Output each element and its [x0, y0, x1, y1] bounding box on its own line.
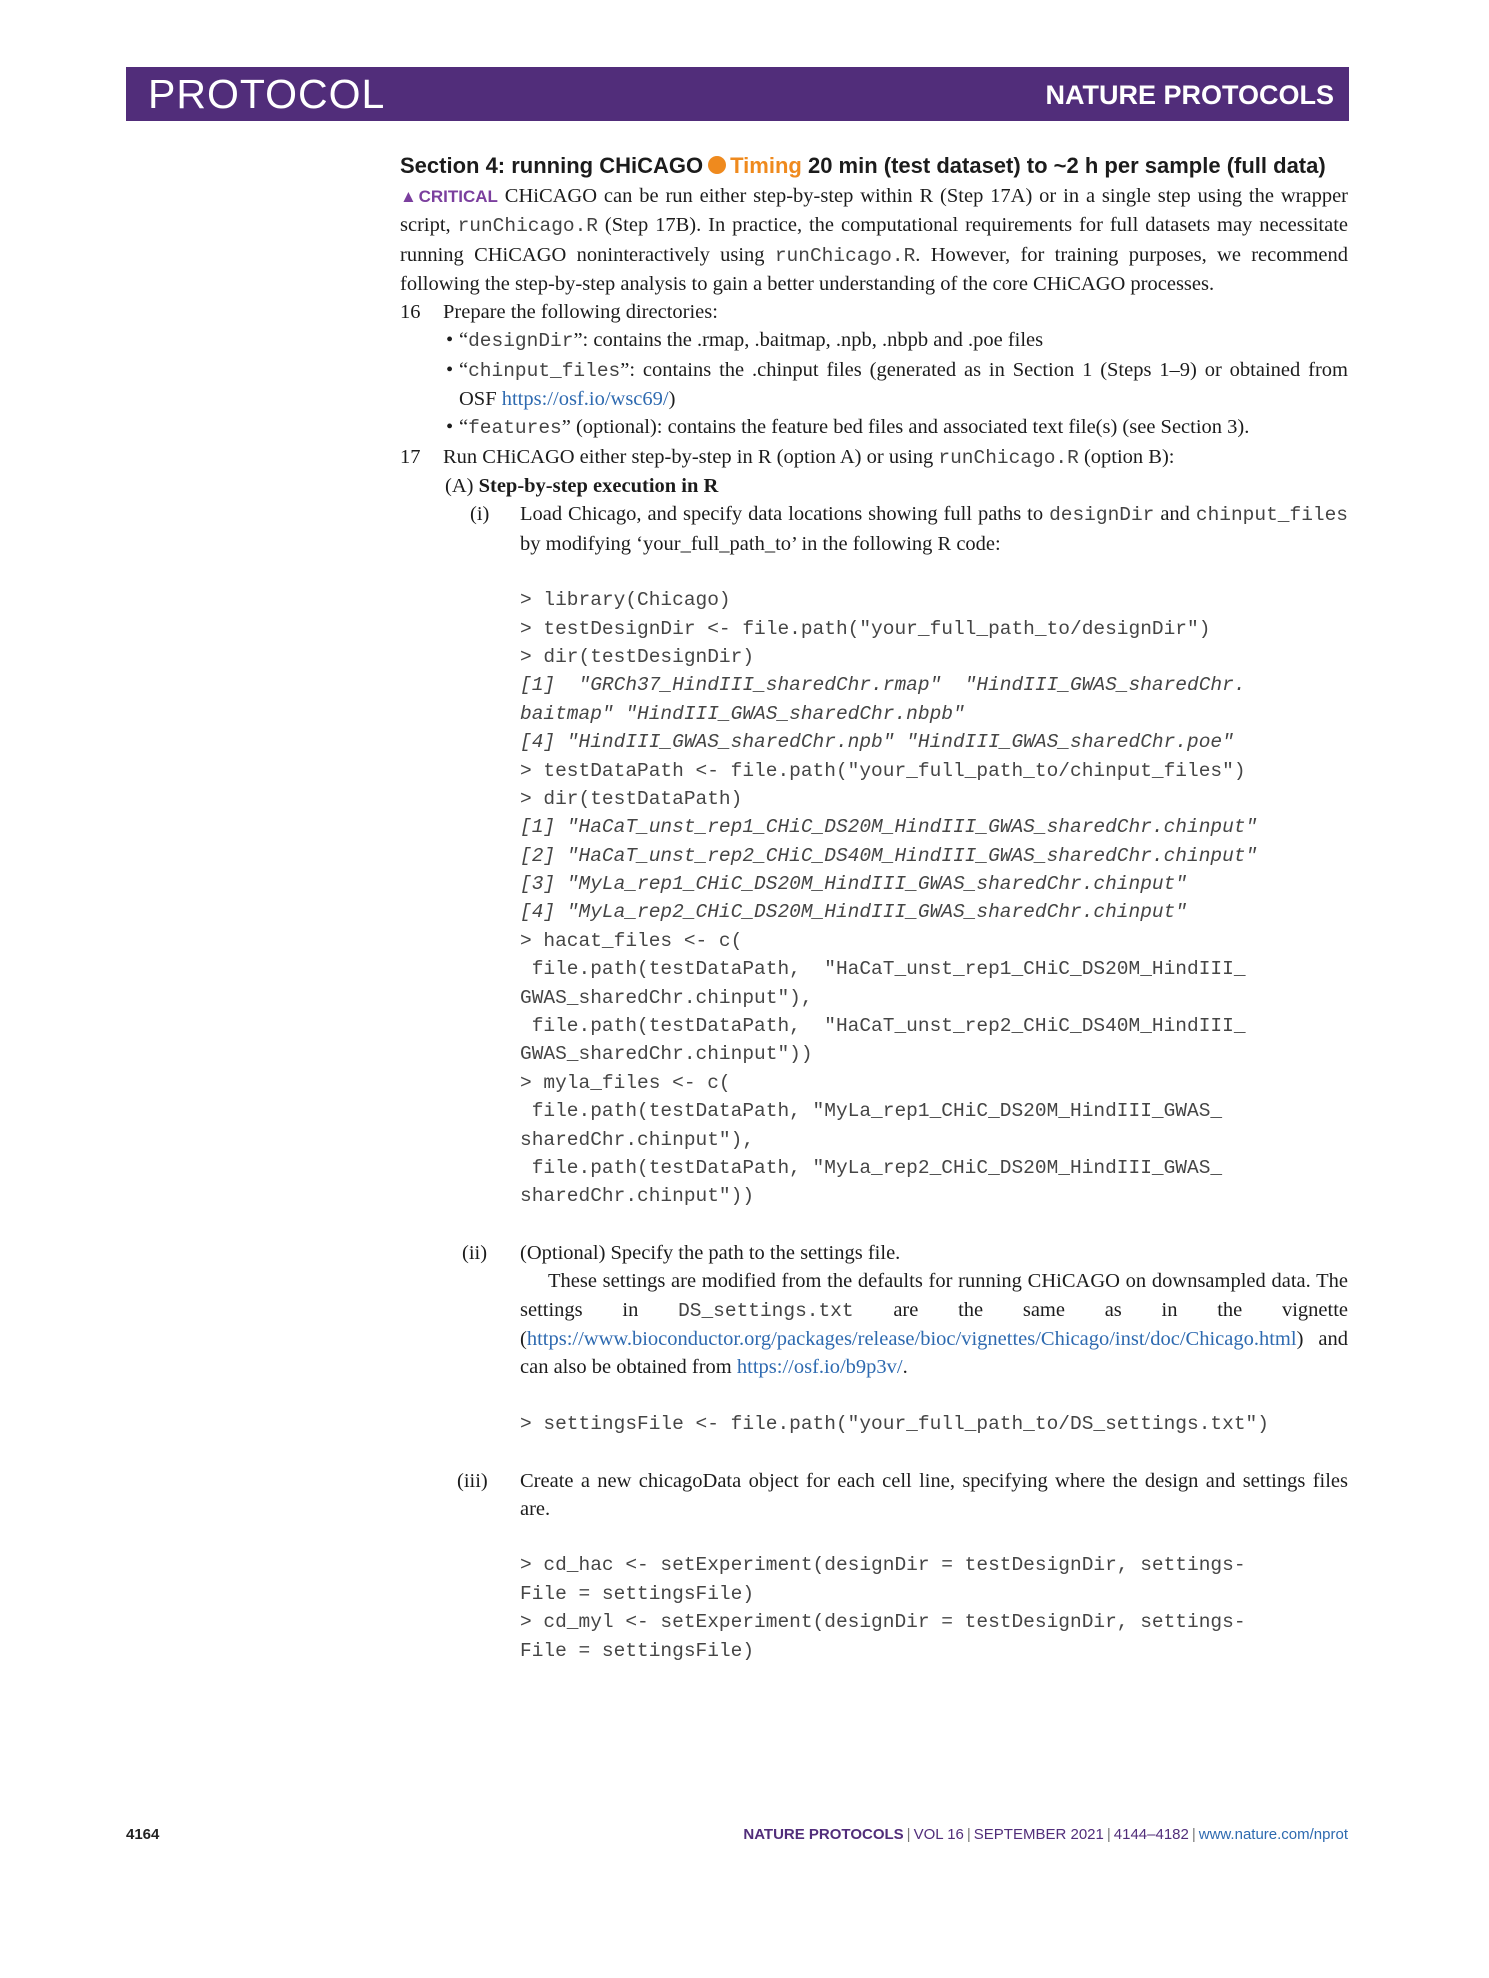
- bullet-text: : contains the .rmap, .baitmap, .npb, .nbpb and .poe files: [582, 329, 1044, 352]
- substep-ii-paragraph: [400, 1267, 1348, 1381]
- step-number: 16: [400, 301, 421, 324]
- bullet-text: : contains the .chinput files (generated as in Section 1 (Steps 1–9) or obtained from OSF: [459, 358, 1348, 411]
- bullet-code: features: [468, 417, 562, 440]
- code-line: file.path(testDataPath, "HaCaT_unst_rep2_CHiC_DS40M_HindIII_: [520, 1015, 1246, 1038]
- journal-header-bar: [126, 67, 1349, 121]
- option-a-title: Step-by-step execution in R: [478, 474, 719, 497]
- bioconductor-link[interactable]: https://www.bioconductor.org/packages/release/bioc/vignettes/Chicago/inst/doc/Chicago.html: [526, 1327, 1297, 1350]
- substep-i: [400, 500, 1348, 558]
- settings-description: [520, 1267, 1348, 1381]
- critical-text-3: . However, for training purposes, we recommend following the step-by-step analysis to gain a better understanding of the core CHiCAGO processes.: [400, 243, 1348, 295]
- code-block-load-chicago: [400, 586, 1348, 1211]
- substep-ii-text: (Optional) Specify the path to the settings file.: [520, 1242, 901, 1265]
- code-line: [4] "HindIII_GWAS_sharedChr.npb" "HindIII_GWAS_sharedChr.poe": [520, 731, 1234, 754]
- code-line: file.path(testDataPath, "MyLa_rep2_CHiC_DS20M_HindIII_GWAS_: [520, 1156, 1223, 1179]
- substep-i-label: (i): [470, 503, 490, 526]
- settings-text-3: ) and can also be obtained from: [520, 1327, 1348, 1379]
- code-line: > hacat_files <- c(: [520, 929, 743, 952]
- code-line: File = settingsFile): [520, 1639, 755, 1662]
- substep-ii: [400, 1239, 1348, 1267]
- quote-open: “: [459, 358, 469, 381]
- section-heading: [400, 150, 1348, 182]
- section-title: Section 4: running CHiCAGO: [400, 153, 704, 178]
- substep-iii-label: (iii): [457, 1469, 488, 1492]
- step-number: 17: [400, 445, 421, 468]
- step-17-text-1: Run CHiCAGO either step-by-step in R (option A) or using: [443, 445, 939, 468]
- footer-journal: NATURE PROTOCOLS: [743, 1826, 904, 1843]
- step-16: [400, 298, 1348, 326]
- critical-code-1: runChicago.R: [457, 215, 599, 238]
- quote-open: “: [459, 329, 469, 352]
- step-17: [400, 443, 1348, 472]
- settings-text-2: are the same as in the vignette (: [520, 1298, 1349, 1350]
- substep-iii: [400, 1467, 1348, 1524]
- code-line: GWAS_sharedChr.chinput")): [520, 1043, 813, 1066]
- bullet-mark: •: [446, 329, 454, 352]
- code-block-settings: [400, 1410, 1348, 1438]
- timing-label: Timing: [730, 153, 802, 178]
- footer-pages: 4144–4182: [1113, 1826, 1189, 1843]
- quote-close: ”: [573, 329, 583, 352]
- critical-triangle-icon: ▲: [400, 187, 419, 206]
- critical-label: CRITICAL: [418, 187, 498, 206]
- step-17-code: runChicago.R: [938, 446, 1079, 469]
- code-line: > cd_myl <- setExperiment(designDir = testDesignDir, settings-: [520, 1611, 1246, 1634]
- bullet-mark: •: [446, 416, 454, 439]
- code-line: sharedChr.chinput")): [520, 1185, 755, 1208]
- quote-close: ”: [620, 358, 630, 381]
- option-a: [400, 472, 1348, 500]
- code-line: [1] "GRCh37_HindIII_sharedChr.rmap" "HindIII_GWAS_sharedChr.: [520, 674, 1246, 697]
- bullet-mark: •: [446, 358, 454, 381]
- code-line: sharedChr.chinput"),: [520, 1128, 755, 1151]
- substep-i-code-2: chinput_files: [1195, 504, 1348, 527]
- substep-i-text-1: Load Chicago, and specify data locations showing full paths to: [520, 503, 1050, 526]
- substep-i-code-1: designDir: [1049, 504, 1155, 527]
- code-line: > settingsFile <- file.path("your_full_path_to/DS_settings.txt"): [520, 1412, 1269, 1435]
- step-17-text-2: (option B):: [1078, 445, 1175, 468]
- timing-text: 20 min (test dataset) to ~2 h per sample (full data): [807, 153, 1326, 178]
- settings-code: DS_settings.txt: [678, 1299, 854, 1322]
- step-17-text: [400, 443, 1348, 472]
- code-line: > myla_files <- c(: [520, 1071, 731, 1094]
- code-line: > library(Chicago): [520, 589, 731, 612]
- step-16-text: Prepare the following directories:: [443, 301, 718, 324]
- bullet-chinput-files: [400, 356, 1348, 414]
- substep-i-text-3: by modifying ‘your_full_path_to’ in the following R code:: [520, 532, 1001, 555]
- quote-close: ”: [561, 416, 571, 439]
- critical-paragraph: [400, 182, 1348, 298]
- code-line: [1] "HaCaT_unst_rep1_CHiC_DS20M_HindIII_GWAS_sharedChr.chinput": [520, 816, 1258, 839]
- substep-ii-label: (ii): [462, 1242, 488, 1265]
- option-a-label: (A): [445, 474, 474, 497]
- code-line: > testDesignDir <- file.path("your_full_path_to/designDir"): [520, 617, 1211, 640]
- quote-open: “: [459, 416, 469, 439]
- critical-code-2: runChicago.R: [774, 244, 916, 267]
- code-block-set-experiment: [400, 1551, 1348, 1665]
- osf-link[interactable]: https://osf.io/wsc69/: [501, 388, 669, 411]
- code-line: file.path(testDataPath, "MyLa_rep1_CHiC_DS20M_HindIII_GWAS_: [520, 1100, 1223, 1123]
- page-number: 4164: [126, 1826, 160, 1843]
- bullet-designdir: [400, 326, 1348, 355]
- page-content: [400, 150, 1348, 1665]
- code-line: [3] "MyLa_rep1_CHiC_DS20M_HindIII_GWAS_sharedChr.chinput": [520, 873, 1188, 896]
- code-line: GWAS_sharedChr.chinput"),: [520, 986, 813, 1009]
- critical-text-1: CHiCAGO can be run either step-by-step within R (Step 17A) or in a single step using the wrapper script,: [400, 185, 1349, 237]
- code-line: file.path(testDataPath, "HaCaT_unst_rep1_CHiC_DS20M_HindIII_: [520, 958, 1246, 981]
- footer-separator: |: [1191, 1826, 1196, 1843]
- code-line: > testDataPath <- file.path("your_full_path_to/chinput_files"): [520, 759, 1246, 782]
- substep-i-text-2: and: [1154, 503, 1196, 526]
- osf-settings-link[interactable]: https://osf.io/b9p3v/: [736, 1356, 903, 1379]
- critical-text-2: (Step 17B). In practice, the computational requirements for full datasets may necessitate running CHiCAGO noninteractively using: [400, 214, 1348, 266]
- code-line: > cd_hac <- setExperiment(designDir = testDesignDir, settings-: [520, 1554, 1246, 1577]
- code-line: > dir(testDesignDir): [520, 645, 755, 668]
- substep-iii-text: Create a new chicagoData object for each cell line, specifying where the design and settings files are.: [520, 1469, 1348, 1520]
- footer-separator: |: [966, 1826, 971, 1843]
- footer-volume: VOL 16: [913, 1826, 964, 1843]
- bullet-features: [400, 413, 1348, 442]
- code-line: baitmap" "HindIII_GWAS_sharedChr.nbpb": [520, 702, 965, 725]
- bullet-text: (optional): contains the feature bed files and associated text file(s) (see Section 3).: [570, 416, 1250, 439]
- footer-citation: [743, 1826, 1348, 1843]
- footer-separator: |: [1106, 1826, 1111, 1843]
- code-line: [2] "HaCaT_unst_rep2_CHiC_DS40M_HindIII_GWAS_sharedChr.chinput": [520, 844, 1258, 867]
- article-type-label: PROTOCOL: [148, 71, 386, 117]
- journal-name-header: NATURE PROTOCOLS: [1045, 80, 1334, 110]
- timing-dot-icon: [708, 156, 726, 174]
- settings-text-1: These settings are modified from the defaults for running CHiCAGO on downsampled data. The settings in: [520, 1270, 1348, 1321]
- footer-separator: |: [906, 1826, 911, 1843]
- code-line: [4] "MyLa_rep2_CHiC_DS20M_HindIII_GWAS_sharedChr.chinput": [520, 901, 1188, 924]
- code-line: File = settingsFile): [520, 1582, 755, 1605]
- bullet-tail: ): [668, 388, 676, 411]
- footer-url[interactable]: www.nature.com/nprot: [1198, 1826, 1348, 1843]
- bullet-code: chinput_files: [468, 359, 621, 382]
- bullet-code: designDir: [468, 330, 574, 353]
- footer-date: SEPTEMBER 2021: [973, 1826, 1104, 1843]
- code-line: > dir(testDataPath): [520, 787, 743, 810]
- settings-text-4: .: [902, 1356, 908, 1379]
